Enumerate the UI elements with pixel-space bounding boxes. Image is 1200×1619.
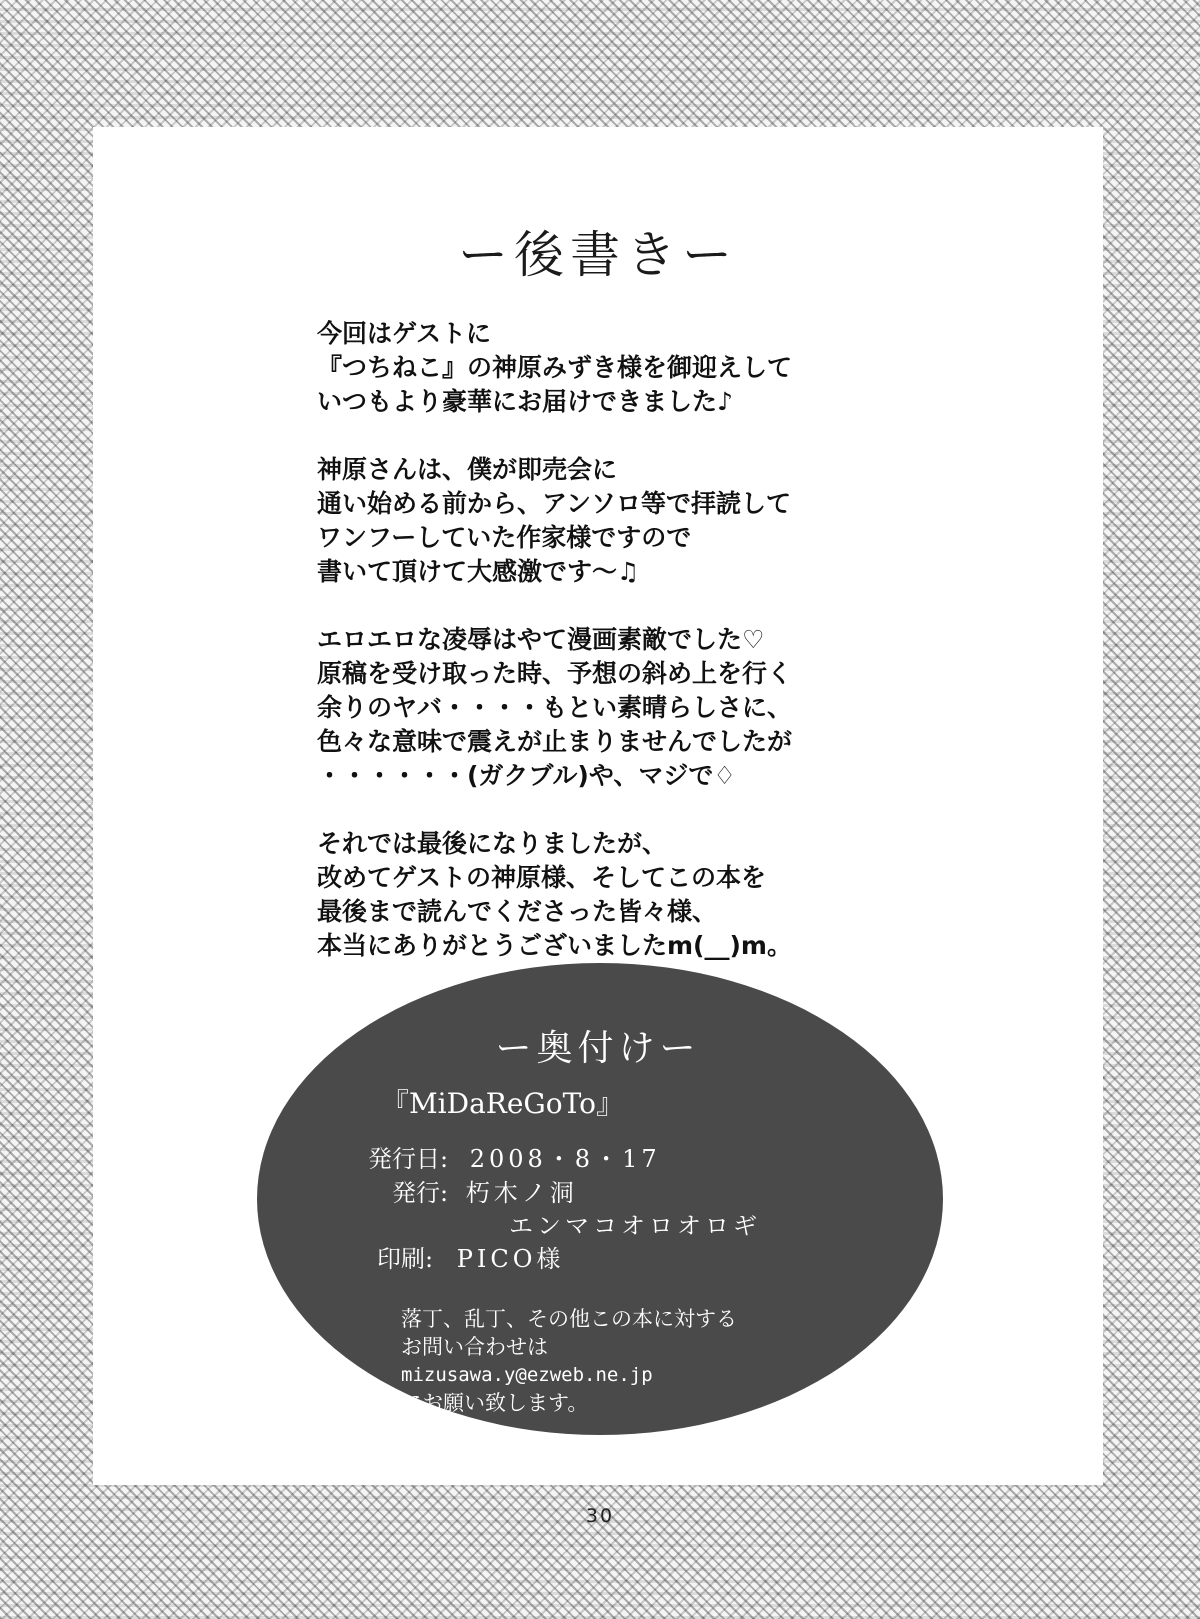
book-title: 『MiDaReGoTo』 [381,1087,625,1120]
text-line: 色々な意味で震えが止まりませんでしたが [317,727,793,756]
page-number: 30 [585,1505,615,1527]
issue-date-value: 2008・8・17 [469,1145,661,1173]
text-line: 改めてゲストの神原様、そしてこの本を [317,863,767,892]
issue-date-row [368,1139,661,1174]
colophon-title: ー奥付けー [495,1028,701,1069]
afterword-paragraph [317,317,1037,419]
publisher-author-row [509,1206,761,1241]
text-line: 本当にありがとうございましたm(__)m。 [317,931,792,960]
printer-row [377,1239,564,1274]
text-line: ワンフーしていた作家様ですので [317,523,692,552]
text-line: いつもより豪華にお届けできました♪ [317,387,733,416]
afterword-body [317,317,1037,997]
text-line: それでは最後になりましたが、 [317,829,668,858]
publisher-value: 朽木ノ洞 [465,1179,578,1207]
issue-date-label: 発行日: [368,1145,449,1173]
text-line: エロエロな凌辱はやて漫画素敵でした♡ [317,625,765,654]
note-line: お問い合わせは [401,1335,548,1359]
text-line: 書いて頂けて大感激です～♫ [317,557,640,586]
publisher-author: エンマコオロオロギ [509,1212,761,1240]
note-line: にお願い致します。 [401,1391,589,1415]
afterword-paragraph [317,827,1037,963]
text-line: 原稿を受け取った時、予想の斜め上を行く [317,659,793,688]
printer-value: PICO様 [456,1245,565,1273]
text-line: 神原さんは、僕が即売会に [317,455,618,484]
text-line: 余りのヤバ・・・・もとい素晴らしさに、 [317,693,793,722]
contact-email: mizusawa.y@ezweb.ne.jp [401,1364,653,1386]
afterword-paragraph [317,453,1037,589]
text-line: 『つちねこ』の神原みずき様を御迎えして [317,353,793,382]
text-line: 通い始める前から、アンソロ等で拝読して [317,489,792,518]
note-line: 落丁、乱丁、その他この本に対する [401,1307,737,1331]
publisher-row [392,1173,578,1208]
afterword-paragraph [317,623,1037,793]
text-line: ・・・・・・(ガクブル)や、マジで♢ [317,761,736,790]
contact-note [401,1305,737,1417]
text-line: 今回はゲストに [317,319,492,348]
content-panel [93,127,1103,1485]
publisher-label: 発行: [392,1179,449,1207]
text-line: 最後まで読んでくださった皆々様、 [317,897,718,926]
printer-label: 印刷: [377,1245,434,1273]
afterword-title: ー後書きー [458,226,738,284]
